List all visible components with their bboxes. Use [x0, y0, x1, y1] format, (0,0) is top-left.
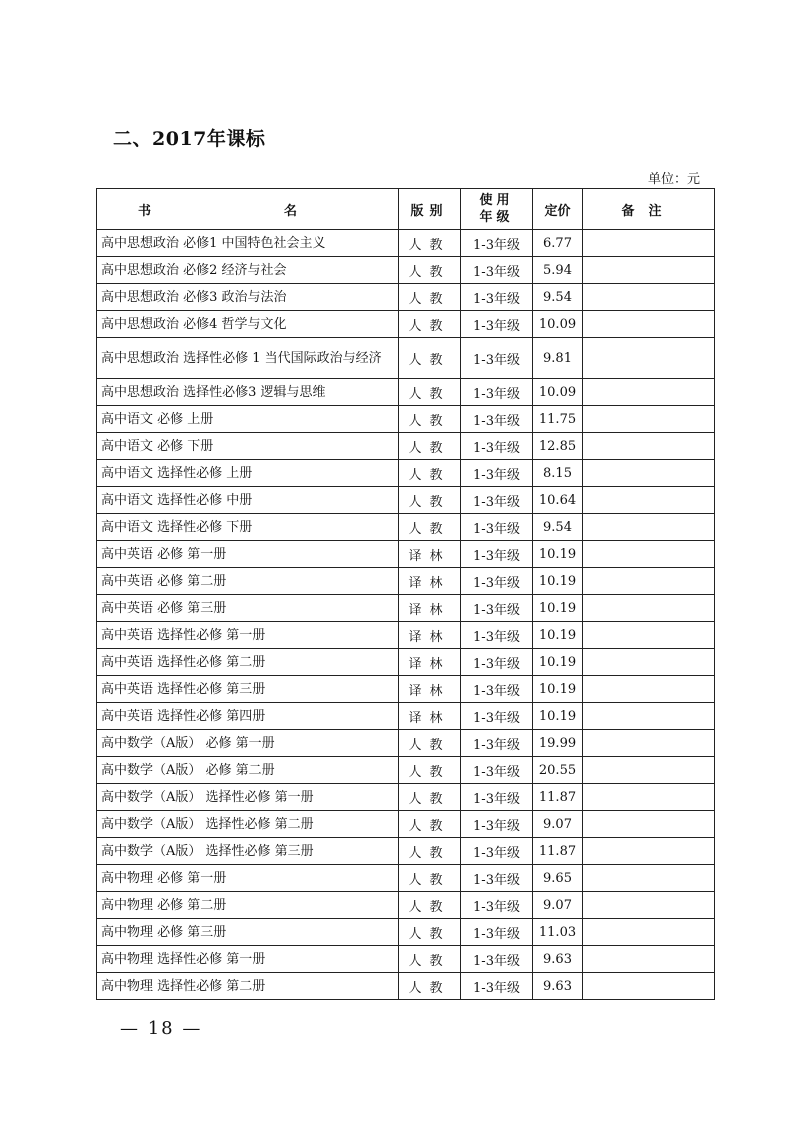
- cell-grade: 1-3年级: [461, 541, 533, 568]
- page-number: — 18 —: [120, 1018, 203, 1039]
- cell-grade: 1-3年级: [461, 595, 533, 622]
- cell-grade: 1-3年级: [461, 622, 533, 649]
- table-row: [97, 338, 715, 379]
- cell-book-name: 高中数学（A版） 选择性必修 第二册: [97, 811, 399, 838]
- cell-publisher: 人教: [399, 892, 461, 919]
- table-row: [97, 595, 715, 622]
- table-row: [97, 230, 715, 257]
- cell-publisher: 译林: [399, 703, 461, 730]
- cell-grade: 1-3年级: [461, 919, 533, 946]
- cell-book-name: 高中英语 选择性必修 第一册: [97, 622, 399, 649]
- cell-price: 9.54: [533, 514, 583, 541]
- table-row: [97, 460, 715, 487]
- cell-book-name: 高中英语 必修 第三册: [97, 595, 399, 622]
- cell-publisher: 人教: [399, 919, 461, 946]
- table-row: [97, 311, 715, 338]
- cell-book-name: 高中英语 选择性必修 第三册: [97, 676, 399, 703]
- cell-note: [583, 676, 715, 703]
- cell-publisher: 人教: [399, 946, 461, 973]
- cell-note: [583, 622, 715, 649]
- cell-grade: 1-3年级: [461, 757, 533, 784]
- table-row: [97, 514, 715, 541]
- cell-grade: 1-3年级: [461, 703, 533, 730]
- cell-note: [583, 487, 715, 514]
- table-row: [97, 284, 715, 311]
- cell-price: 9.07: [533, 811, 583, 838]
- cell-price: 9.63: [533, 946, 583, 973]
- table-row: [97, 676, 715, 703]
- cell-book-name: 高中数学（A版） 必修 第一册: [97, 730, 399, 757]
- table-row: [97, 919, 715, 946]
- cell-note: [583, 568, 715, 595]
- cell-publisher: 译林: [399, 541, 461, 568]
- table-row: [97, 838, 715, 865]
- cell-price: 9.81: [533, 338, 583, 379]
- cell-note: [583, 406, 715, 433]
- cell-grade: 1-3年级: [461, 433, 533, 460]
- header-grade-line1: 使用: [479, 193, 514, 208]
- cell-book-name: 高中数学（A版） 选择性必修 第一册: [97, 784, 399, 811]
- cell-book-name: 高中语文 必修 下册: [97, 433, 399, 460]
- cell-publisher: 人教: [399, 311, 461, 338]
- cell-publisher: 人教: [399, 514, 461, 541]
- cell-note: [583, 311, 715, 338]
- cell-note: [583, 946, 715, 973]
- cell-publisher: 译林: [399, 676, 461, 703]
- cell-price: 10.19: [533, 703, 583, 730]
- cell-note: [583, 730, 715, 757]
- cell-note: [583, 541, 715, 568]
- cell-book-name: 高中思想政治 选择性必修 1 当代国际政治与经济: [97, 338, 399, 379]
- cell-note: [583, 595, 715, 622]
- cell-note: [583, 784, 715, 811]
- cell-book-name: 高中英语 必修 第一册: [97, 541, 399, 568]
- table-row: [97, 649, 715, 676]
- cell-note: [583, 892, 715, 919]
- cell-book-name: 高中物理 必修 第三册: [97, 919, 399, 946]
- cell-grade: 1-3年级: [461, 892, 533, 919]
- section-title: 二、2017年课标: [113, 128, 266, 150]
- cell-publisher: 人教: [399, 784, 461, 811]
- cell-note: [583, 257, 715, 284]
- cell-publisher: 人教: [399, 230, 461, 257]
- cell-grade: 1-3年级: [461, 568, 533, 595]
- header-publisher: 版别: [399, 189, 461, 230]
- cell-price: 6.77: [533, 230, 583, 257]
- cell-price: 20.55: [533, 757, 583, 784]
- cell-publisher: 人教: [399, 757, 461, 784]
- cell-publisher: 人教: [399, 284, 461, 311]
- cell-grade: 1-3年级: [461, 676, 533, 703]
- cell-price: 9.63: [533, 973, 583, 1000]
- cell-publisher: 译林: [399, 568, 461, 595]
- cell-book-name: 高中物理 必修 第一册: [97, 865, 399, 892]
- cell-book-name: 高中语文 选择性必修 中册: [97, 487, 399, 514]
- cell-publisher: 人教: [399, 973, 461, 1000]
- cell-book-name: 高中语文 选择性必修 上册: [97, 460, 399, 487]
- cell-note: [583, 379, 715, 406]
- header-book-name: 书 名: [97, 189, 399, 230]
- cell-note: [583, 838, 715, 865]
- cell-book-name: 高中数学（A版） 必修 第二册: [97, 757, 399, 784]
- cell-grade: 1-3年级: [461, 730, 533, 757]
- cell-publisher: 人教: [399, 730, 461, 757]
- cell-price: 19.99: [533, 730, 583, 757]
- cell-grade: 1-3年级: [461, 838, 533, 865]
- table-row: [97, 379, 715, 406]
- cell-grade: 1-3年级: [461, 811, 533, 838]
- cell-price: 10.19: [533, 676, 583, 703]
- cell-price: 10.19: [533, 595, 583, 622]
- cell-publisher: 人教: [399, 257, 461, 284]
- textbook-price-table: [96, 188, 715, 1000]
- cell-grade: 1-3年级: [461, 460, 533, 487]
- cell-grade: 1-3年级: [461, 514, 533, 541]
- cell-book-name: 高中物理 必修 第二册: [97, 892, 399, 919]
- cell-grade: 1-3年级: [461, 973, 533, 1000]
- cell-price: 11.75: [533, 406, 583, 433]
- cell-price: 5.94: [533, 257, 583, 284]
- cell-grade: 1-3年级: [461, 784, 533, 811]
- cell-publisher: 人教: [399, 487, 461, 514]
- cell-note: [583, 230, 715, 257]
- table-row: [97, 784, 715, 811]
- header-note: 备注: [583, 189, 715, 230]
- cell-note: [583, 973, 715, 1000]
- cell-note: [583, 649, 715, 676]
- table-row: [97, 257, 715, 284]
- table-row: [97, 757, 715, 784]
- cell-price: 10.19: [533, 622, 583, 649]
- cell-note: [583, 811, 715, 838]
- cell-book-name: 高中语文 选择性必修 下册: [97, 514, 399, 541]
- header-price: 定价: [533, 189, 583, 230]
- cell-grade: 1-3年级: [461, 649, 533, 676]
- table-row: [97, 730, 715, 757]
- cell-book-name: 高中物理 选择性必修 第一册: [97, 946, 399, 973]
- cell-note: [583, 865, 715, 892]
- table-header-row: [97, 189, 715, 230]
- cell-price: 11.87: [533, 838, 583, 865]
- table-body: [97, 230, 715, 1000]
- cell-price: 10.19: [533, 649, 583, 676]
- cell-price: 10.64: [533, 487, 583, 514]
- cell-price: 11.87: [533, 784, 583, 811]
- cell-book-name: 高中英语 选择性必修 第二册: [97, 649, 399, 676]
- cell-note: [583, 919, 715, 946]
- cell-publisher: 人教: [399, 865, 461, 892]
- cell-publisher: 人教: [399, 433, 461, 460]
- table-row: [97, 568, 715, 595]
- cell-grade: 1-3年级: [461, 338, 533, 379]
- cell-book-name: 高中英语 必修 第二册: [97, 568, 399, 595]
- cell-price: 9.07: [533, 892, 583, 919]
- table-row: [97, 703, 715, 730]
- cell-publisher: 译林: [399, 595, 461, 622]
- cell-price: 10.19: [533, 541, 583, 568]
- cell-grade: 1-3年级: [461, 406, 533, 433]
- table-row: [97, 811, 715, 838]
- cell-grade: 1-3年级: [461, 946, 533, 973]
- table-row: [97, 622, 715, 649]
- cell-book-name: 高中思想政治 必修2 经济与社会: [97, 257, 399, 284]
- cell-note: [583, 284, 715, 311]
- cell-book-name: 高中语文 必修 上册: [97, 406, 399, 433]
- cell-note: [583, 338, 715, 379]
- cell-grade: 1-3年级: [461, 284, 533, 311]
- table-row: [97, 892, 715, 919]
- cell-note: [583, 460, 715, 487]
- cell-price: 9.54: [533, 284, 583, 311]
- cell-grade: 1-3年级: [461, 379, 533, 406]
- cell-book-name: 高中英语 选择性必修 第四册: [97, 703, 399, 730]
- cell-publisher: 译林: [399, 649, 461, 676]
- cell-book-name: 高中思想政治 必修4 哲学与文化: [97, 311, 399, 338]
- unit-label: 单位：元: [647, 172, 700, 187]
- cell-publisher: 译林: [399, 622, 461, 649]
- table-row: [97, 973, 715, 1000]
- table-row: [97, 406, 715, 433]
- cell-grade: 1-3年级: [461, 230, 533, 257]
- table-row: [97, 541, 715, 568]
- cell-price: 9.65: [533, 865, 583, 892]
- cell-price: 10.09: [533, 379, 583, 406]
- table-row: [97, 487, 715, 514]
- header-grade: [461, 189, 533, 230]
- cell-book-name: 高中物理 选择性必修 第二册: [97, 973, 399, 1000]
- cell-publisher: 人教: [399, 460, 461, 487]
- cell-grade: 1-3年级: [461, 487, 533, 514]
- cell-note: [583, 703, 715, 730]
- cell-note: [583, 433, 715, 460]
- cell-publisher: 人教: [399, 406, 461, 433]
- table-row: [97, 946, 715, 973]
- cell-book-name: 高中思想政治 必修3 政治与法治: [97, 284, 399, 311]
- cell-publisher: 人教: [399, 811, 461, 838]
- cell-price: 10.19: [533, 568, 583, 595]
- cell-price: 10.09: [533, 311, 583, 338]
- cell-price: 8.15: [533, 460, 583, 487]
- cell-book-name: 高中思想政治 必修1 中国特色社会主义: [97, 230, 399, 257]
- cell-grade: 1-3年级: [461, 257, 533, 284]
- cell-book-name: 高中思想政治 选择性必修3 逻辑与思维: [97, 379, 399, 406]
- cell-grade: 1-3年级: [461, 311, 533, 338]
- table-row: [97, 865, 715, 892]
- cell-publisher: 人教: [399, 838, 461, 865]
- header-grade-line2: 年级: [479, 210, 514, 225]
- cell-publisher: 人教: [399, 379, 461, 406]
- cell-grade: 1-3年级: [461, 865, 533, 892]
- cell-publisher: 人教: [399, 338, 461, 379]
- cell-note: [583, 757, 715, 784]
- table-row: [97, 433, 715, 460]
- cell-book-name: 高中数学（A版） 选择性必修 第三册: [97, 838, 399, 865]
- cell-price: 12.85: [533, 433, 583, 460]
- cell-price: 11.03: [533, 919, 583, 946]
- cell-note: [583, 514, 715, 541]
